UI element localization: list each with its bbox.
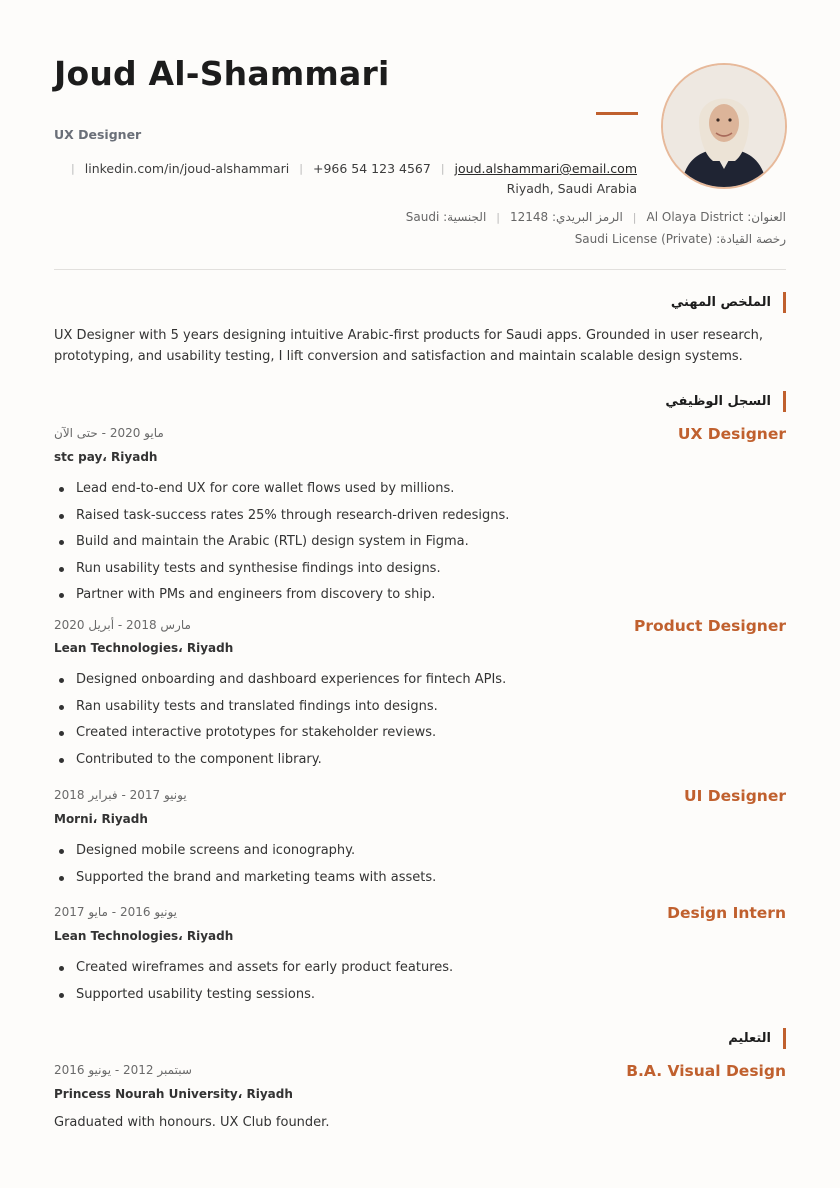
- bullet-item: Designed mobile screens and iconography.: [76, 842, 436, 869]
- job-title: UI Designer: [684, 787, 786, 805]
- summary-text: UX Designer with 5 years designing intuitive Arabic-first products for Saudi apps. Grounded in user research, prototyping, and usability testing, I lift conversion and satisfaction and maintain scalable design systems.: [54, 328, 763, 364]
- job-organization: stc pay، Riyadh: [54, 450, 158, 464]
- education-dates: سبتمبر 2012 - يونيو 2016: [54, 1063, 192, 1077]
- separator: |: [71, 162, 75, 175]
- education-heading: التعليم: [728, 1028, 786, 1049]
- school-name: Princess Nourah University، Riyadh: [54, 1087, 293, 1101]
- driving-license: رخصة القيادة: Saudi License (Private): [574, 232, 786, 246]
- location: Riyadh, Saudi Arabia: [506, 181, 637, 196]
- contact-line: [71, 161, 637, 176]
- job-organization: Lean Technologies، Riyadh: [54, 929, 234, 943]
- bullet-item: Supported the brand and marketing teams with assets.: [76, 869, 436, 896]
- separator: |: [440, 162, 445, 175]
- bullet-item: Raised task-success rates 25% through research-driven redesigns.: [76, 507, 509, 534]
- separator: |: [632, 210, 637, 224]
- bullet-item: Lead end-to-end UX for core wallet flows used by millions.: [76, 480, 509, 507]
- summary-heading: الملخص المهني: [671, 292, 786, 313]
- bullet-item: Build and maintain the Arabic (RTL) design system in Figma.: [76, 533, 509, 560]
- nationality: الجنسية: Saudi: [405, 210, 487, 224]
- email-link[interactable]: joud.alshammari@email.com: [454, 161, 637, 176]
- profile-photo: [661, 63, 787, 189]
- linkedin-link[interactable]: linkedin.com/in/joud-alshammari: [84, 161, 290, 176]
- bullet-item: Contributed to the component library.: [76, 751, 506, 778]
- phone-number: +966 54 123 4567: [312, 161, 431, 176]
- bullet-item: Created interactive prototypes for stakeholder reviews.: [76, 724, 506, 751]
- experience-heading: السجل الوظيفي: [665, 391, 786, 412]
- header-divider: [54, 269, 786, 270]
- resume-name: Joud Al-Shammari: [54, 54, 390, 93]
- separator: |: [496, 210, 500, 224]
- job-bullets: [54, 671, 506, 777]
- separator: |: [299, 162, 303, 175]
- education-note: Graduated with honours. UX Club founder.: [54, 1115, 330, 1130]
- degree-title: B.A. Visual Design: [626, 1062, 786, 1080]
- job-role: UX Designer: [54, 127, 142, 142]
- job-dates: مارس 2018 - أبريل 2020: [54, 618, 191, 632]
- job-title: UX Designer: [677, 425, 786, 443]
- job-title: Design Intern: [667, 904, 786, 922]
- job-bullets: [54, 959, 453, 1012]
- job-organization: Lean Technologies، Riyadh: [54, 641, 234, 655]
- address: العنوان: Al Olaya District: [646, 210, 786, 224]
- accent-bar: [596, 112, 638, 115]
- job-dates: مايو 2020 - حتى الآن: [54, 426, 164, 440]
- job-bullets: [54, 842, 436, 895]
- bullet-item: Ran usability tests and translated findings into designs.: [76, 698, 506, 725]
- bullet-item: Supported usability testing sessions.: [76, 986, 453, 1013]
- job-dates: يونيو 2016 - مايو 2017: [54, 905, 178, 919]
- job-title: Product Designer: [634, 617, 786, 635]
- bullet-item: Partner with PMs and engineers from discovery to ship.: [76, 586, 509, 613]
- bullet-item: Created wireframes and assets for early product features.: [76, 959, 453, 986]
- profile-photo-illustration: [663, 65, 785, 187]
- job-bullets: [54, 480, 509, 613]
- postal-code: الرمز البريدي: 12148: [510, 210, 623, 224]
- bullet-item: Designed onboarding and dashboard experiences for fintech APIs.: [76, 671, 506, 698]
- personal-details-line: [406, 210, 786, 224]
- bullet-item: Run usability tests and synthesise findings into designs.: [76, 560, 509, 587]
- job-organization: Morni، Riyadh: [54, 812, 148, 826]
- job-dates: يونيو 2017 - فبراير 2018: [54, 788, 187, 802]
